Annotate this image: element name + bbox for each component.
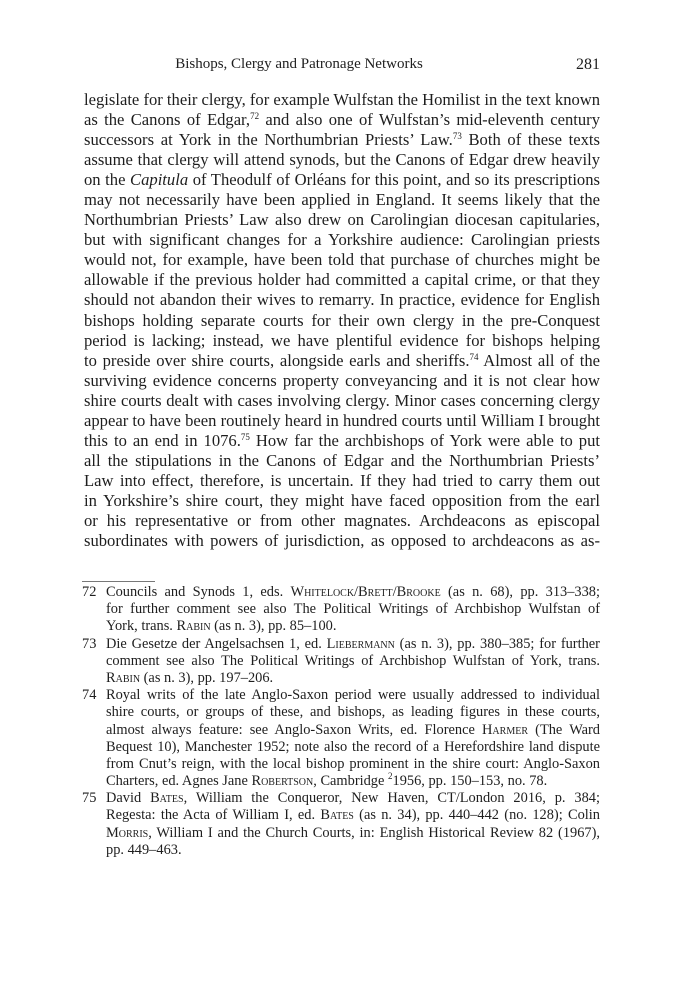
footnote xyxy=(82,790,600,859)
footnote-number: 72 xyxy=(82,584,97,600)
footnote-number: 73 xyxy=(82,635,97,652)
author-name: Liebermann xyxy=(326,635,395,652)
footnote-line: David Bates, William the Conqueror, New Haven, CT/London 2016, p. 384; xyxy=(106,790,600,807)
author-name: Whitelock/Brett/Brooke xyxy=(290,584,441,600)
footnote-line: Die Gesetze der Angelsachsen 1, ed. Liebermann (as n. 3), pp. 380–385; for further xyxy=(106,635,600,652)
footnote-line: York, trans. Rabin (as n. 3), pp. 85–100. xyxy=(106,618,337,635)
footnote-line: Regesta: the Acta of William I, ed. Bates (as n. 34), pp. 440–442 (no. 128); Colin xyxy=(106,807,600,824)
footnote-number: 74 xyxy=(82,687,97,704)
body-line: would not, for example, have been told that purchase of churches might be xyxy=(84,250,600,270)
body-line: legislate for their clergy, for example Wulfstan the Homilist in the text known xyxy=(84,90,601,109)
body-line: Northumbrian Priests’ Law also drew on Carolingian diocesan capitularies, xyxy=(84,210,600,230)
body-line: may not necessarily have been applied in England. It seems likely that the xyxy=(84,190,600,210)
body-line: surviving evidence concerns property conveyancing and it is not clear how xyxy=(84,370,600,390)
footnotes xyxy=(82,584,600,859)
author-name: Bates xyxy=(150,790,184,807)
author-name: Morris xyxy=(106,824,149,841)
body-line: as the Canons of Edgar,$^{72}$ and also one of Wulfstan’s mid-eleventh century xyxy=(84,110,600,130)
page-number: 281 xyxy=(576,56,600,73)
author-name: Robertson xyxy=(251,773,314,790)
body-line: appear to have been routinely heard in hundred courts until William I brought xyxy=(84,410,600,430)
body-line: bishops holding separate courts for their own clergy in the pre-Conquest xyxy=(84,310,600,330)
body-line: this to an end in 1076.75 How far the archbishops of York were able to put xyxy=(84,430,600,450)
footnote-reference: 72 xyxy=(250,111,260,122)
body-line: but with significant changes for a Yorkshire audience: Carolingian priests xyxy=(84,230,600,250)
footnote xyxy=(82,687,600,790)
author-name: Harmer xyxy=(482,721,528,738)
footnote-line: Royal writs of the late Anglo-Saxon period were usually addressed to individual xyxy=(106,687,600,704)
body-line: period is lacking; instead, we have plentiful evidence for bishops helping xyxy=(84,330,600,350)
footnote-line: Charters, ed. Agnes Jane Robertson, Cambridge $^2$1956, pp. 150–153, no. 78. xyxy=(106,771,548,790)
footnote-line: for further comment see also The Political Writings of Archbishop Wulfstan of xyxy=(106,601,600,618)
footnote-line: pp. 449–463. xyxy=(106,841,182,858)
body-line: subordinates with powers of jurisdiction, as opposed to archdeacons as as- xyxy=(84,531,600,551)
footnote-reference: 74 xyxy=(469,351,479,362)
body-line: allowable if the previous holder had committed a capital crime, or that they xyxy=(84,270,600,290)
footnote-reference: 75 xyxy=(240,431,250,442)
footnote-reference: 73 xyxy=(452,131,462,142)
body-line: assume that clergy will attend synods, but the Canons of Edgar drew heavily xyxy=(84,150,600,170)
body-line: in Yorkshire’s shire court, they might have faced opposition from the earl xyxy=(84,490,600,510)
footnote-line: shire courts, or groups of these, and bishops, as leading figures in these courts, xyxy=(106,704,600,721)
body-line: Law into effect, therefore, is uncertain. If they had tried to carry them out xyxy=(84,470,600,490)
footnote-number: 75 xyxy=(82,790,97,807)
footnote xyxy=(82,636,600,688)
author-name: Bates xyxy=(320,807,354,824)
author-name: Rabin xyxy=(106,669,141,686)
body-line: all the stipulations in the Canons of Edgar and the Northumbrian Priests’ xyxy=(84,450,600,470)
body-line: successors at York in the Northumbrian Priests’ Law.$^{73}$ Both of these texts xyxy=(84,130,601,150)
body-line: to preside over shire courts, alongside earls and sheriffs.$^{74}$ Almost all of the xyxy=(84,350,600,370)
footnote-line: Morris, William I and the Church Courts, in: English Historical Review 82 (1967), xyxy=(106,824,600,841)
footnote-line: Rabin (as n. 3), pp. 197–206. xyxy=(106,669,274,686)
body-line: or his representative or from other magnates. Archdeacons as episcopal xyxy=(84,510,600,530)
footnote-line: from Cnut’s reign, with the local bishop prominent in the shire court: Anglo-Saxon xyxy=(106,755,600,772)
footnote-line: comment see also The Political Writings of Archbishop Wulfstan of York, trans. xyxy=(106,652,600,669)
italic-title: Capitula xyxy=(130,170,189,190)
footnote-line: Councils and Synods 1, eds. Whitelock/Brett/Brooke (as n. 68), pp. 313–338; xyxy=(106,584,600,600)
body-paragraph xyxy=(84,90,600,551)
footnote-separator-rule xyxy=(82,581,155,582)
body-line: on the Capitula of Theodulf of Orléans for this point, and so its prescriptions xyxy=(84,170,600,190)
author-name: Rabin xyxy=(176,618,211,635)
footnote-line: almost always feature: see Anglo-Saxon Writs, ed. Florence Harmer (The Ward xyxy=(106,721,601,738)
footnote xyxy=(82,584,600,636)
running-head xyxy=(84,52,600,76)
body-line: should not abandon their wives to remarry. In practice, evidence for English xyxy=(84,290,600,310)
running-title: Bishops, Clergy and Patronage Networks xyxy=(175,56,423,72)
footnote-reference: 2 xyxy=(388,771,393,782)
body-line: shire courts dealt with cases involving clergy. Minor cases concerning clergy xyxy=(84,390,600,410)
footnote-line: Bequest 10), Manchester 1952; note also the record of a Herefordshire land dispute xyxy=(106,738,600,755)
